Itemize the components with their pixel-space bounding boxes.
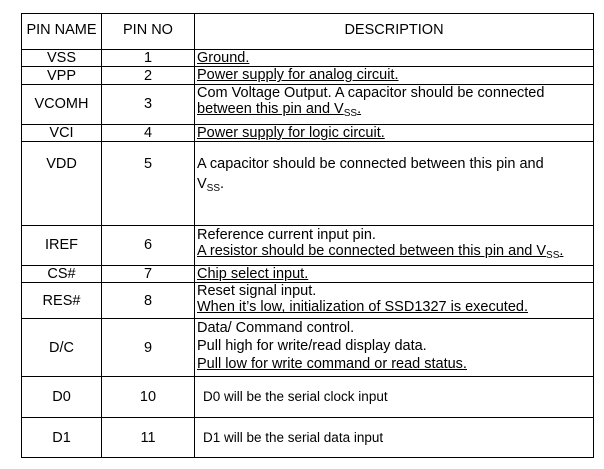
description-line: Power supply for logic circuit. — [197, 124, 385, 141]
description-line: When it’s low, initialization of SSD1327 is executed. — [197, 299, 528, 316]
pin-name-cell: D1 — [22, 418, 102, 458]
description-line: Com Voltage Output. A capacitor should be connected — [197, 85, 545, 102]
table-row — [22, 85, 594, 125]
pin-no-cell: 6 — [102, 226, 195, 266]
subscript: SS — [546, 249, 560, 261]
description-cell — [195, 67, 594, 85]
table-row — [22, 418, 594, 458]
pin-no-cell: 5 — [102, 142, 195, 226]
description-line: Chip select input. — [197, 265, 309, 282]
description-line: $V_{SS}$. — [197, 176, 225, 195]
description-cell — [195, 265, 594, 283]
pin-name-cell: VPP — [22, 67, 102, 85]
pin-no-cell: 10 — [102, 377, 195, 418]
pin-no-cell: 9 — [102, 318, 195, 377]
pin-no-cell: 2 — [102, 67, 195, 85]
pin-name-cell: VCOMH — [22, 85, 102, 125]
table-row — [22, 226, 594, 266]
description-cell — [195, 49, 594, 67]
table-row — [22, 283, 594, 319]
table-row — [22, 67, 594, 85]
table-row — [22, 265, 594, 283]
pin-no-cell: 4 — [102, 124, 195, 142]
header-pin-name: PIN NAME — [22, 14, 102, 50]
pin-name-cell: VSS — [22, 49, 102, 67]
pin-no-cell: 3 — [102, 85, 195, 125]
pin-no-cell: 8 — [102, 283, 195, 319]
subscript: SS — [343, 108, 358, 120]
description-line: Data/ Command control. — [197, 319, 355, 336]
pin-name-cell: VCI — [22, 124, 102, 142]
pin-description-table — [21, 13, 594, 458]
description-cell: D0 will be the serial clock input — [195, 377, 594, 418]
description-line: between this pin and $V_{SS}$. — [197, 101, 362, 120]
description-cell — [195, 124, 594, 142]
table-row — [22, 377, 594, 418]
description-line: Ground. — [197, 49, 250, 66]
pin-name-cell: D0 — [22, 377, 102, 418]
pin-no-cell: 7 — [102, 265, 195, 283]
header-description: DESCRIPTION — [195, 14, 594, 50]
description-cell — [195, 85, 594, 125]
table-row — [22, 318, 594, 377]
description-cell — [195, 226, 594, 266]
pin-no-cell: 11 — [102, 418, 195, 458]
pin-no-cell: 1 — [102, 49, 195, 67]
table-row — [22, 124, 594, 142]
header-row — [22, 14, 594, 50]
description-cell — [195, 318, 594, 377]
description-line: Reference current input pin. — [197, 226, 376, 243]
description-line: A resistor should be connected between this pin and $V_{SS}$. — [197, 242, 564, 261]
pin-name-cell: VDD — [22, 142, 102, 226]
description-line: Pull low for write command or read status. — [197, 355, 467, 372]
description-cell — [195, 142, 594, 226]
description-line: A capacitor should be connected between this pin and — [197, 156, 544, 173]
description-cell: D1 will be the serial data input — [195, 418, 594, 458]
description-line: Power supply for analog circuit. — [197, 67, 399, 84]
pin-name-cell: IREF — [22, 226, 102, 266]
subscript: SS — [206, 183, 221, 195]
description-line: Reset signal input. — [197, 283, 317, 300]
pin-name-cell: RES# — [22, 283, 102, 319]
description-cell — [195, 283, 594, 319]
pin-name-cell: D/C — [22, 318, 102, 377]
header-pin-no: PIN NO — [102, 14, 195, 50]
pin-name-cell: CS# — [22, 265, 102, 283]
description-line: Pull high for write/read display data. — [197, 337, 427, 354]
table-row — [22, 142, 594, 226]
table-row — [22, 49, 594, 67]
